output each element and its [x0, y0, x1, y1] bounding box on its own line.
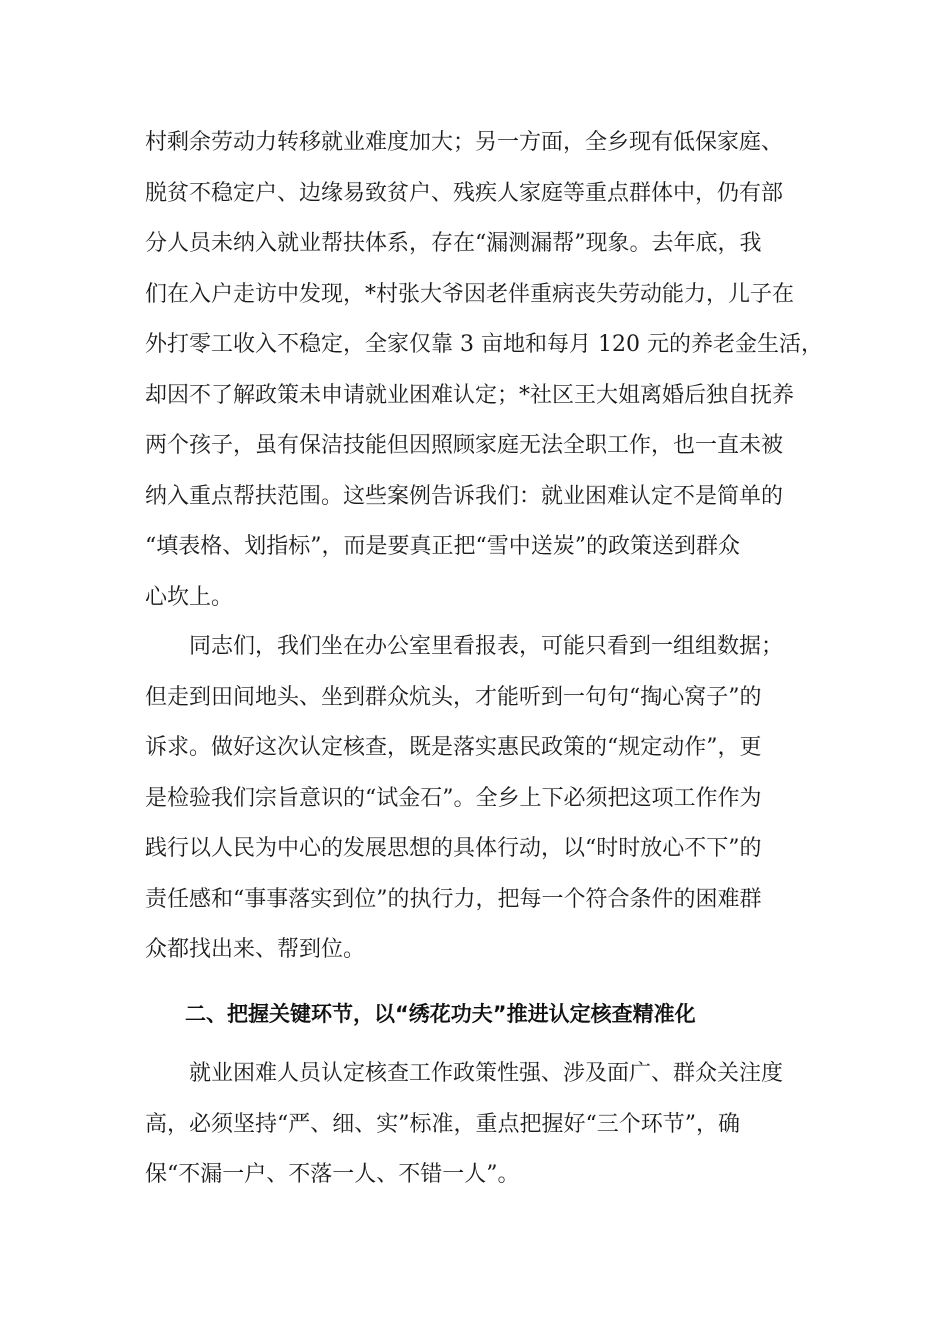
paragraph-line: 践行以人民为中心的发展思想的具体行动，以“时时放心不下”的 — [145, 836, 762, 861]
paragraph-3 — [145, 1049, 835, 1201]
paragraph-line: 同志们，我们坐在办公室里看报表，可能只看到一组组数据； — [145, 634, 784, 659]
paragraph-line: 们在入户走访中发现，*村张大爷因老伴重病丧失劳动能力，儿子在 — [145, 281, 795, 307]
paragraph-1 — [145, 118, 835, 623]
paragraph-line: 但走到田间地头、坐到群众炕头，才能听到一句句“掏心窝子”的 — [145, 684, 762, 710]
paragraph-2 — [145, 622, 835, 976]
paragraph-line: 就业困难人员认定核查工作政策性强、涉及面广、群众关注度 — [145, 1061, 784, 1086]
paragraph-line: 高，必须坚持“严、细、实”标准，重点把握好“三个环节”，确 — [145, 1111, 740, 1137]
paragraph-line: 责任感和“事事落实到位”的执行力，把每一个符合条件的困难群 — [145, 886, 762, 912]
paragraph-line: 分人员未纳入就业帮扶体系，存在“漏测漏帮”现象。去年底，我 — [145, 231, 762, 256]
paragraph-line: 诉求。做好这次认定核查，既是落实惠民政策的“规定动作”，更 — [145, 735, 762, 760]
paragraph-line: 村剩余劳动力转移就业难度加大；另一方面，全乡现有低保家庭、 — [145, 130, 784, 155]
paragraph-line: 外打零工收入不稳定，全家仅靠 3 亩地和每月 120 元的养老金生活， — [145, 332, 823, 357]
paragraph-line: 众都找出来、帮到位。 — [145, 937, 366, 962]
paragraph-line: 纳入重点帮扶范围。这些案例告诉我们：就业困难认定不是简单的 — [145, 483, 784, 509]
paragraph-line: 却因不了解政策未申请就业困难认定；*社区王大姐离婚后独自抚养 — [145, 382, 795, 408]
paragraph-line: 是检验我们宗旨意识的“试金石”。全乡上下必须把这项工作作为 — [145, 785, 762, 811]
paragraph-line: “填表格、划指标”，而是要真正把“雪中送炭”的政策送到群众 — [145, 534, 740, 559]
paragraph-line: 两个孩子，虽有保洁技能但因照顾家庭无法全职工作，也一直未被 — [145, 433, 784, 458]
paragraph-line: 心坎上。 — [145, 584, 234, 610]
paragraph-line: 保“不漏一户、不落一人、不错一人”。 — [145, 1162, 520, 1187]
paragraph-line: 脱贫不稳定户、边缘易致贫户、残疾人家庭等重点群体中，仍有部 — [145, 180, 784, 206]
section-heading: 二、把握关键环节，以“绣花功夫”推进认定核查精准化 — [185, 1002, 696, 1026]
